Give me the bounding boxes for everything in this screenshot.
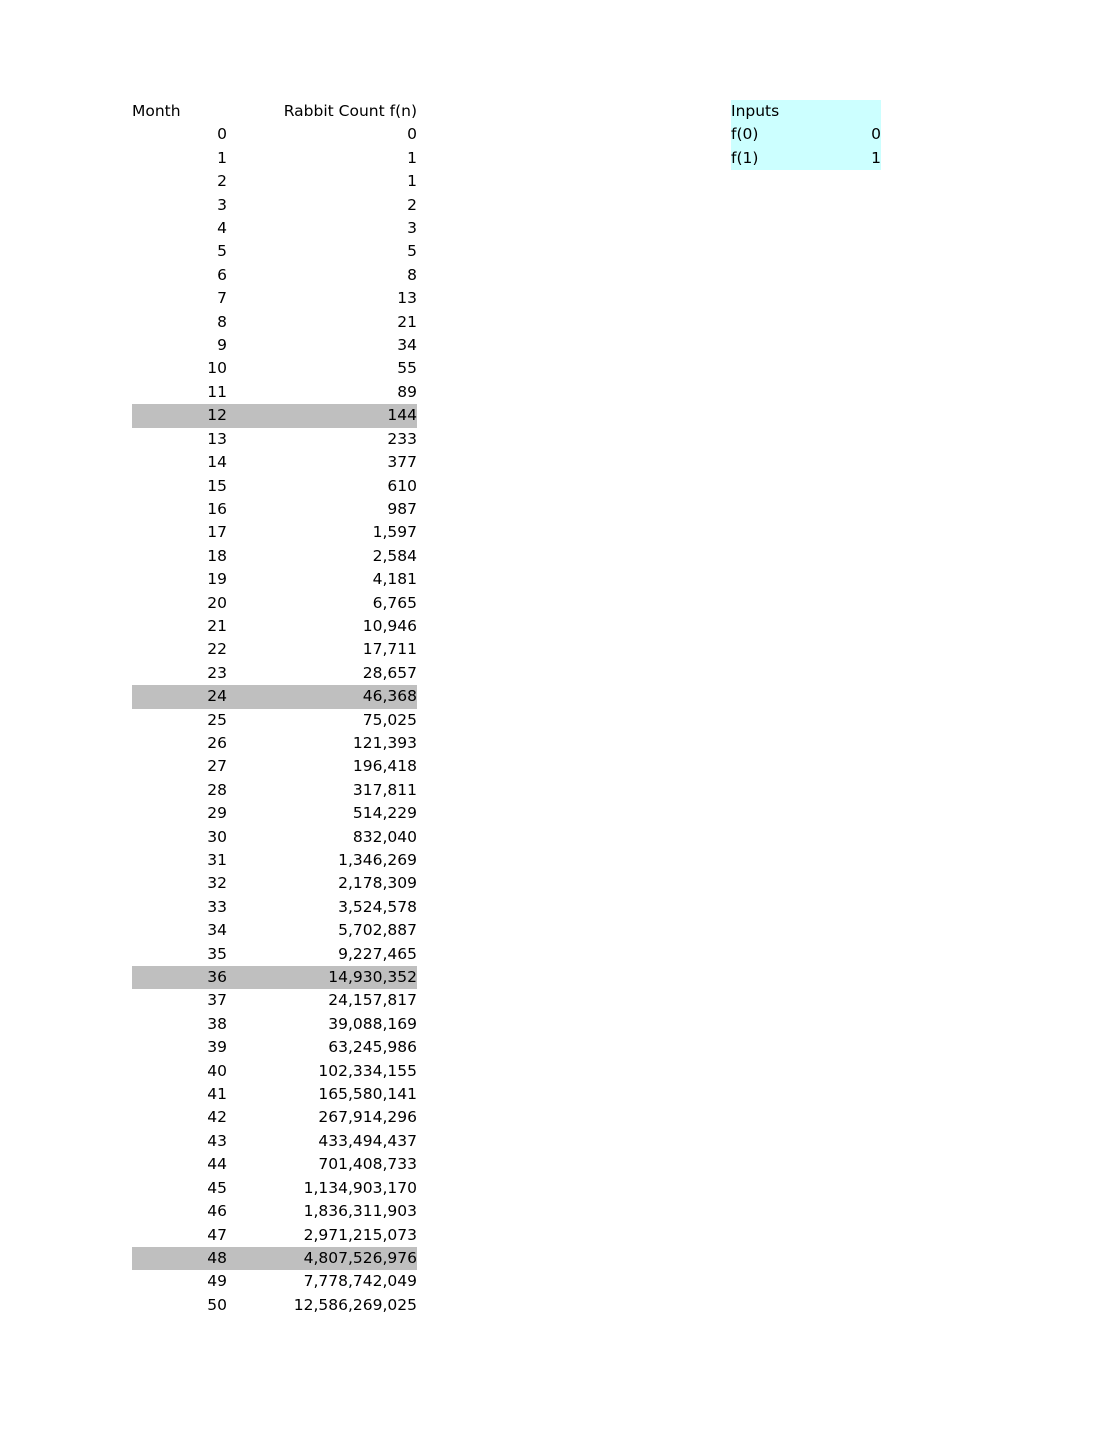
inputs-title: Inputs — [731, 100, 881, 123]
cell-month: 5 — [217, 242, 227, 261]
cell-rabbit-count: 121,393 — [352, 733, 417, 752]
table-row — [132, 404, 417, 427]
cell-rabbit-count: 2,178,309 — [338, 874, 417, 893]
cell-month: 34 — [207, 921, 227, 940]
cell-rabbit-count: 8 — [407, 265, 417, 284]
cell-rabbit-count: 1 — [407, 148, 417, 167]
table-row — [132, 264, 417, 287]
cell-rabbit-count: 165,580,141 — [318, 1085, 417, 1104]
table-row — [132, 826, 417, 849]
cell-month: 37 — [207, 991, 227, 1010]
table-row — [132, 896, 417, 919]
fibonacci-table-block — [132, 100, 417, 1317]
cell-rabbit-count: 21 — [397, 312, 417, 331]
table-row — [132, 1177, 417, 1200]
cell-rabbit-count: 1,134,903,170 — [303, 1178, 417, 1197]
cell-month: 15 — [207, 476, 227, 495]
table-row — [132, 428, 417, 451]
cell-rabbit-count: 701,408,733 — [318, 1155, 417, 1174]
cell-month: 30 — [207, 827, 227, 846]
cell-month: 50 — [207, 1295, 227, 1314]
cell-month: 25 — [207, 710, 227, 729]
cell-month: 39 — [207, 1038, 227, 1057]
cell-rabbit-count: 34 — [397, 336, 417, 355]
table-row — [132, 217, 417, 240]
cell-rabbit-count: 267,914,296 — [318, 1108, 417, 1127]
table-row — [132, 802, 417, 825]
table-row — [132, 287, 417, 310]
table-row — [132, 1247, 417, 1270]
input-label-f1: f(1) — [731, 147, 806, 170]
cell-rabbit-count: 317,811 — [352, 780, 417, 799]
table-row — [132, 615, 417, 638]
cell-rabbit-count: 9,227,465 — [338, 944, 417, 963]
cell-rabbit-count: 5 — [407, 242, 417, 261]
cell-month: 31 — [207, 851, 227, 869]
cell-month: 19 — [207, 570, 227, 589]
table-row — [132, 147, 417, 170]
table-row — [132, 638, 417, 661]
table-row — [132, 1130, 417, 1153]
table-row — [132, 919, 417, 942]
inputs-table — [731, 100, 881, 170]
cell-month: 41 — [207, 1085, 227, 1104]
cell-rabbit-count: 233 — [387, 429, 417, 448]
table-row — [132, 1270, 417, 1293]
cell-month: 33 — [207, 897, 227, 916]
cell-month: 22 — [207, 640, 227, 659]
cell-rabbit-count: 7,778,742,049 — [303, 1272, 417, 1291]
cell-rabbit-count: 2,584 — [372, 546, 417, 565]
input-row-f0 — [731, 123, 881, 146]
cell-rabbit-count: 14,930,352 — [227, 966, 417, 989]
cell-rabbit-count: 55 — [397, 359, 417, 378]
cell-rabbit-count: 610 — [387, 476, 417, 495]
cell-month: 45 — [207, 1178, 227, 1197]
cell-month: 12 — [132, 404, 227, 427]
table-row — [132, 1013, 417, 1036]
cell-month: 16 — [207, 499, 227, 518]
column-header-month: Month — [132, 102, 181, 120]
table-row — [132, 1153, 417, 1176]
table-row — [132, 240, 417, 263]
table-row — [132, 1060, 417, 1083]
cell-rabbit-count: 1,346,269 — [338, 851, 417, 869]
table-row — [132, 849, 417, 872]
cell-rabbit-count: 6,765 — [372, 593, 417, 612]
cell-rabbit-count: 2 — [407, 195, 417, 214]
cell-month: 21 — [207, 616, 227, 635]
cell-month: 48 — [132, 1247, 227, 1270]
cell-month: 49 — [207, 1272, 227, 1291]
cell-month: 47 — [207, 1225, 227, 1244]
table-row — [132, 1294, 417, 1317]
cell-rabbit-count: 433,494,437 — [318, 1131, 417, 1150]
cell-rabbit-count: 13 — [397, 289, 417, 308]
table-row — [132, 475, 417, 498]
input-value-f0[interactable]: 0 — [806, 123, 881, 146]
fibonacci-table-body — [132, 123, 417, 1317]
cell-month: 27 — [207, 757, 227, 776]
inputs-panel — [731, 100, 881, 170]
table-row — [132, 732, 417, 755]
table-row — [132, 709, 417, 732]
cell-month: 38 — [207, 1014, 227, 1033]
table-row — [132, 872, 417, 895]
cell-month: 28 — [207, 780, 227, 799]
cell-rabbit-count: 63,245,986 — [328, 1038, 417, 1057]
table-row — [132, 568, 417, 591]
table-row — [132, 357, 417, 380]
cell-rabbit-count: 832,040 — [352, 827, 417, 846]
cell-month: 2 — [217, 172, 227, 191]
cell-rabbit-count: 5,702,887 — [338, 921, 417, 940]
cell-rabbit-count: 75,025 — [362, 710, 417, 729]
table-row — [132, 123, 417, 146]
cell-month: 11 — [207, 382, 227, 401]
cell-month: 35 — [207, 944, 227, 963]
cell-rabbit-count: 0 — [407, 125, 417, 144]
table-row — [132, 1200, 417, 1223]
cell-month: 32 — [207, 874, 227, 893]
table-row — [132, 381, 417, 404]
table-row — [132, 170, 417, 193]
cell-month: 26 — [207, 733, 227, 752]
table-row — [132, 1036, 417, 1059]
cell-rabbit-count: 10,946 — [362, 616, 417, 635]
inputs-title-row — [731, 100, 881, 123]
table-row — [132, 451, 417, 474]
input-row-f1 — [731, 147, 881, 170]
cell-month: 10 — [207, 359, 227, 378]
cell-month: 36 — [132, 966, 227, 989]
cell-month: 7 — [217, 289, 227, 308]
cell-rabbit-count: 4,181 — [372, 570, 417, 589]
table-row — [132, 545, 417, 568]
table-row — [132, 592, 417, 615]
cell-month: 18 — [207, 546, 227, 565]
cell-month: 8 — [217, 312, 227, 331]
table-row — [132, 943, 417, 966]
cell-rabbit-count: 4,807,526,976 — [227, 1247, 417, 1270]
cell-rabbit-count: 987 — [387, 499, 417, 518]
table-row — [132, 685, 417, 708]
cell-month: 43 — [207, 1131, 227, 1150]
cell-rabbit-count: 3,524,578 — [338, 897, 417, 916]
cell-month: 46 — [207, 1202, 227, 1221]
table-row — [132, 498, 417, 521]
cell-rabbit-count: 1 — [407, 172, 417, 191]
cell-rabbit-count: 514,229 — [352, 804, 417, 823]
table-row — [132, 334, 417, 357]
cell-month: 23 — [207, 663, 227, 682]
cell-month: 3 — [217, 195, 227, 214]
table-row — [132, 521, 417, 544]
cell-month: 20 — [207, 593, 227, 612]
cell-rabbit-count: 12,586,269,025 — [293, 1295, 417, 1314]
column-header-rabbit-count: Rabbit Count f(n) — [283, 102, 417, 120]
cell-month: 6 — [217, 265, 227, 284]
cell-month: 1 — [217, 148, 227, 167]
cell-rabbit-count: 39,088,169 — [328, 1014, 417, 1033]
cell-rabbit-count: 377 — [387, 453, 417, 472]
cell-rabbit-count: 102,334,155 — [318, 1061, 417, 1080]
cell-month: 13 — [207, 429, 227, 448]
cell-rabbit-count: 1,597 — [372, 523, 417, 542]
cell-rabbit-count: 46,368 — [227, 685, 417, 708]
cell-rabbit-count: 3 — [407, 219, 417, 238]
cell-month: 24 — [132, 685, 227, 708]
cell-rabbit-count: 1,836,311,903 — [303, 1202, 417, 1221]
cell-rabbit-count: 17,711 — [362, 640, 417, 659]
cell-month: 40 — [207, 1061, 227, 1080]
table-row — [132, 755, 417, 778]
table-header-row — [132, 100, 417, 123]
cell-month: 42 — [207, 1108, 227, 1127]
cell-rabbit-count: 24,157,817 — [328, 991, 417, 1010]
table-row — [132, 662, 417, 685]
cell-month: 17 — [207, 523, 227, 542]
table-row — [132, 779, 417, 802]
cell-month: 44 — [207, 1155, 227, 1174]
cell-month: 14 — [207, 453, 227, 472]
cell-rabbit-count: 2,971,215,073 — [303, 1225, 417, 1244]
cell-month: 9 — [217, 336, 227, 355]
table-row — [132, 1224, 417, 1247]
table-row — [132, 989, 417, 1012]
table-row — [132, 1083, 417, 1106]
table-row — [132, 194, 417, 217]
cell-rabbit-count: 28,657 — [362, 663, 417, 682]
cell-rabbit-count: 144 — [227, 404, 417, 427]
fibonacci-table — [132, 100, 417, 1317]
cell-month: 29 — [207, 804, 227, 823]
cell-month: 0 — [217, 125, 227, 144]
cell-rabbit-count: 196,418 — [352, 757, 417, 776]
table-row — [132, 311, 417, 334]
input-value-f1[interactable]: 1 — [806, 147, 881, 170]
cell-month: 4 — [217, 219, 227, 238]
table-row — [132, 1106, 417, 1129]
table-row — [132, 966, 417, 989]
cell-rabbit-count: 89 — [397, 382, 417, 401]
input-label-f0: f(0) — [731, 123, 806, 146]
